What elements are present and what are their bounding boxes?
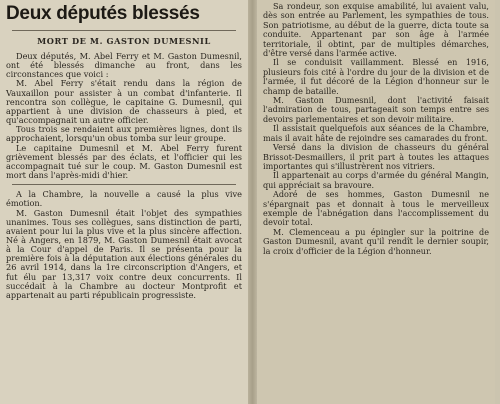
paragraph: Le capitaine Dumesnil et M. Abel Ferry furent grièvement blessés par des éclats, et l'officier qui les accompagnait tué sur le coup. M. Gaston Dumesnil est mort dans l'après-midi d'hier. <box>6 142 242 181</box>
paragraph: Adoré de ses hommes, Gaston Dumesnil ne s'épargnait pas et donnait à tous le merveilleux exemple de l'abnégation dans l'accomplissement du devoir total. <box>263 189 489 228</box>
paragraph: Sa rondeur, son exquise amabilité, lui avaient valu, dès son entrée au Parlement, les sympathies de tous. Son patriotisme, au début de la guerre, dicta toute sa conduite. Appartenant par son âge à l'armée territoriale, il obtint, par de multiples démarches, d'être versé dans l'armée active. <box>263 1 489 59</box>
paragraph: M. Gaston Dumesnil était l'objet des sympathies unanimes. Tous ses collègues, sans distinction de parti, avaient pour lui la plus vive et la plus sincère affection. Né à Angers, en 1879, M. Gaston Dumesnil était avocat à la Cour d'appel de Paris. Il se présenta pour la première fois à la députation aux élections générales du 26 avril 1914, dans la 1re circonscription d'Angers, et fut élu par 13,317 voix contre deux concurrents. Il succédait à la Chambre au docteur Montprofit et appartenait au parti républicain progressiste. <box>6 207 242 300</box>
column-gutter <box>248 0 257 404</box>
paragraph: M. Gaston Dumesnil, dont l'activité faisait l'admiration de tous, partageait son temps entre ses devoirs parlementaires et son devoir militaire. <box>263 95 489 124</box>
paragraph: Tous trois se rendaient aux premières lignes, dont ils approchaient, lorsqu'un obus tomba sur leur groupe. <box>6 124 242 144</box>
paragraph: M. Abel Ferry s'était rendu dans la région de Vauxaillon pour assister à un combat d'infanterie. Il rencontra son collègue, le capitaine G. Dumesnil, qui appartient à une division de chasseurs à pied, et qu'accompagnait un autre officier. <box>6 78 242 126</box>
section-rule <box>12 184 236 185</box>
right-column <box>257 0 495 404</box>
paragraph: Il se conduisit vaillamment. Blessé en 1916, plusieurs fois cité à l'ordre du jour de la division et de l'armée, il fut décoré de la Légion d'honneur sur le champ de bataille. <box>263 57 489 96</box>
paragraph: Versé dans la division de chasseurs du général Brissot-Desmaillers, il prit part à toutes les attaques importantes qui s'illustrèrent nos vitriers. <box>263 142 489 171</box>
paragraph: Il appartenait au corps d'armée du général Mangin, qui appréciait sa bravoure. <box>263 170 489 190</box>
paragraph: M. Clemenceau a pu épingler sur la poitrine de Gaston Dumesnil, avant qu'il rendît le dernier soupir, la croix d'officier de la Légion d'honneur. <box>263 226 489 256</box>
left-column <box>0 0 248 404</box>
paragraph: Il assistait quelquefois aux séances de la Chambre, mais il avait hâte de rejoindre ses camarades du front. <box>263 123 489 143</box>
article-subtitle: MORT DE M. GASTON DUMESNIL <box>37 36 211 46</box>
article-title: Deux députés blessés <box>6 3 200 24</box>
paragraph: A la Chambre, la nouvelle a causé la plus vive émotion. <box>6 189 242 209</box>
title-rule <box>12 30 236 31</box>
paragraph: Deux députés, M. Abel Ferry et M. Gaston Dumesnil, ont été blessés dimanche au front, dans les circonstances que voici : <box>6 51 242 80</box>
